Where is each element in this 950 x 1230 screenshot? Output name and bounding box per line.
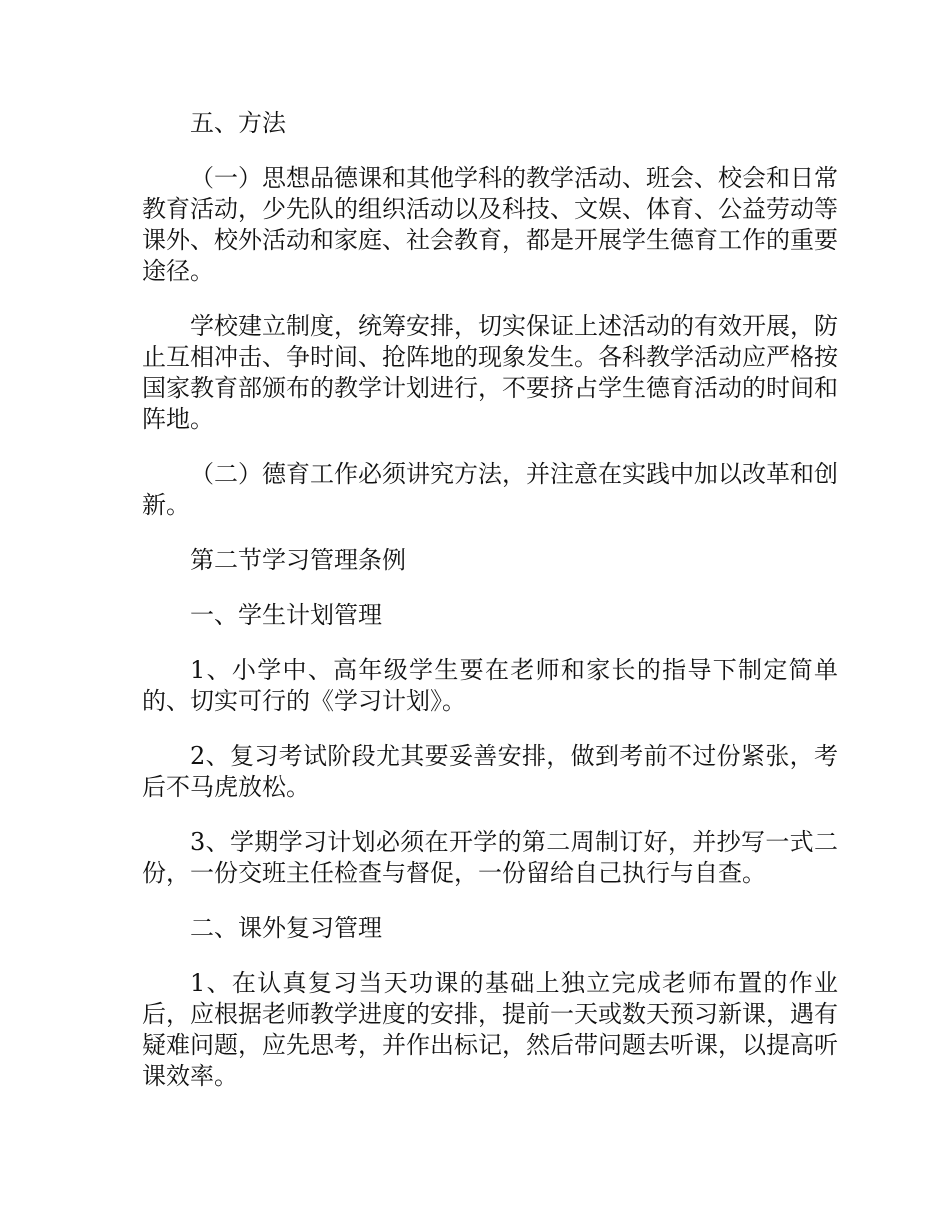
- paragraph-review-1: 1、在认真复习当天功课的基础上独立完成老师布置的作业后，应根据老师教学进度的安排，提前一天或数天预习新课，遇有疑难问题，应先思考，并作出标记，然后带问题去听课，以提高听课效率。: [142, 969, 838, 1090]
- paragraph-methods-3: （二）德育工作必须讲究方法，并注意在实践中加以改革和创新。: [142, 460, 838, 519]
- section-heading-methods: 五、方法: [190, 109, 286, 137]
- paragraph-methods-2: 学校建立制度，统筹安排，切实保证上述活动的有效开展，防止互相冲击、争时间、抢阵地的现象发生。各科教学活动应严格按国家教育部颁布的教学计划进行，不要挤占学生德育活动的时间和阵地。: [142, 312, 838, 433]
- subheading-review-management: 二、课外复习管理: [190, 914, 382, 942]
- document-body: [142, 108, 838, 1116]
- subheading-plan-management: 一、学生计划管理: [190, 601, 382, 629]
- paragraph-plan-3: 3、学期学习计划必须在开学的第二周制订好，并抄写一式二份，一份交班主任检查与督促，一份留给自己执行与自查。: [142, 828, 838, 887]
- paragraph-plan-2: 2、复习考试阶段尤其要妥善安排，做到考前不过份紧张，考后不马虎放松。: [142, 742, 838, 801]
- paragraph-methods-1: （一）思想品德课和其他学科的教学活动、班会、校会和日常教育活动，少先队的组织活动以及科技、文娱、体育、公益劳动等课外、校外活动和家庭、社会教育，都是开展学生德育工作的重要途径。: [142, 164, 838, 285]
- section-heading-study-management: 第二节学习管理条例: [190, 546, 406, 574]
- paragraph-plan-1: 1、小学中、高年级学生要在老师和家长的指导下制定简单的、切实可行的《学习计划》。: [142, 656, 838, 715]
